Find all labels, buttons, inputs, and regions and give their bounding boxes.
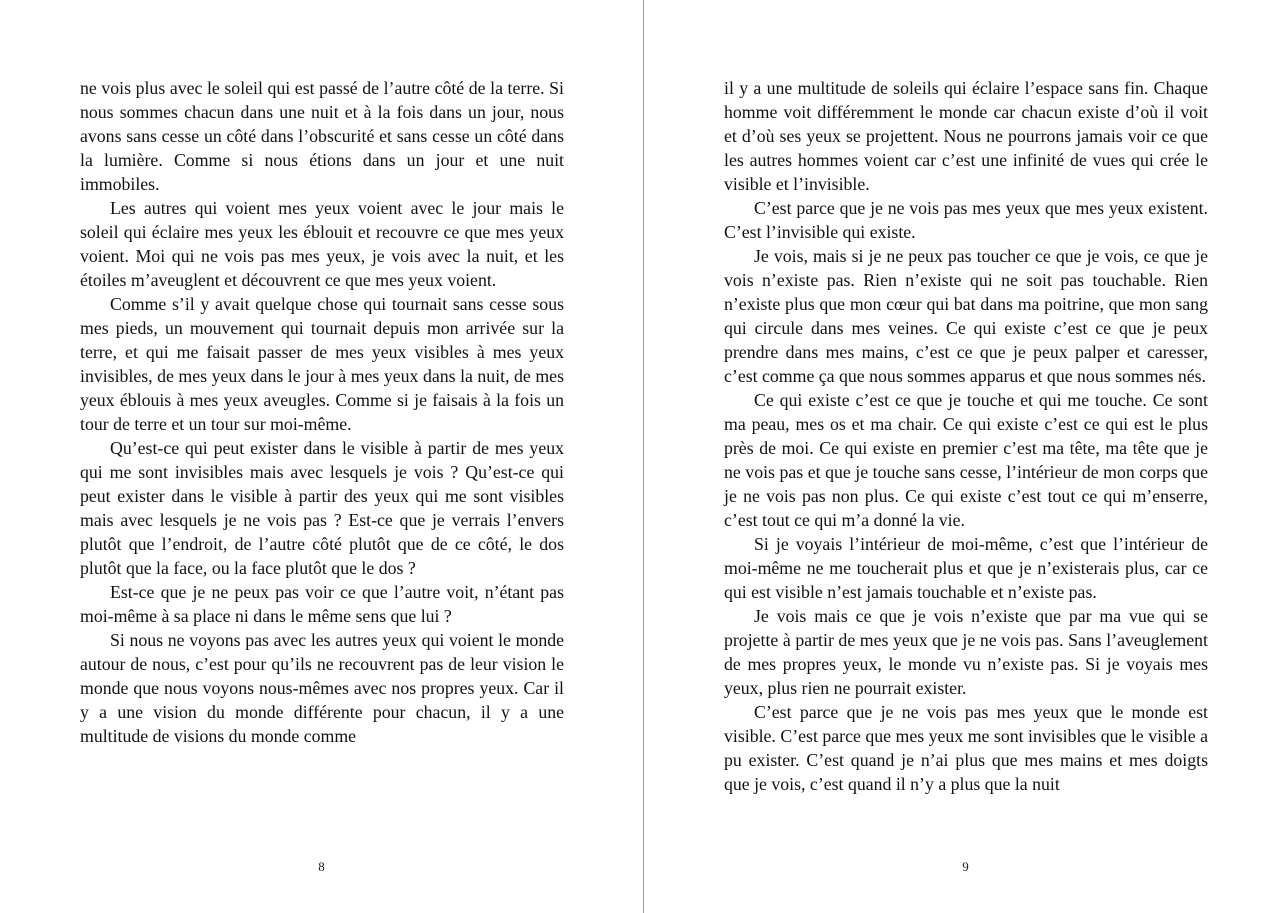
page-number: 8 <box>318 859 325 874</box>
paragraph: Je vois, mais si je ne peux pas toucher ce que je vois, ce que je vois n’existe pas. Rien n’existe qui ne soit pas touchable. Rien n’existe plus que mon cœur qui bat dans ma poitrine, que mon sang qui circule dans mes veines. Ce qui existe c’est ce que je peux prendre dans mes mains, c’est ce que je peux palper et caresser, c’est comme ça que nous sommes apparus et que nous sommes nés. <box>724 246 1208 386</box>
left-page <box>0 0 643 913</box>
right-page <box>644 0 1287 913</box>
left-page-text <box>80 76 564 748</box>
paragraph: Je vois mais ce que je vois n’existe que par ma vue qui se projette à partir de mes yeux que je ne vois pas. Sans l’aveuglement de mes propres yeux, le monde vu n’existe pas. Si je voyais mes yeux, plus rien ne pourrait exister. <box>724 606 1208 698</box>
paragraph: il y a une multitude de soleils qui éclaire l’espace sans fin. Chaque homme voit différemment le monde car chacun existe d’où il voit et d’où ses yeux se projettent. Nous ne pourrons jamais voir ce que les autres hommes voient car c’est une infinité de vues qui crée le visible et l’invisible. <box>724 78 1208 194</box>
paragraph: Qu’est-ce qui peut exister dans le visible à partir de mes yeux qui me sont invisibles mais avec lesquels je vois ? Qu’est-ce qui peut exister dans le visible à partir des yeux qui me sont visibles mais avec lesquels je ne vois pas ? Est-ce que je verrais l’envers plutôt que l’endroit, de l’autre côté plutôt que de ce côté, le dos plutôt que la face, ou la face plutôt que le dos ? <box>80 438 564 578</box>
paragraph: Les autres qui voient mes yeux voient avec le jour mais le soleil qui éclaire mes yeux les éblouit et recouvre ce que mes yeux voient. Moi qui ne vois pas mes yeux, je vois avec la nuit, et les étoiles m’aveuglent et découvrent ce que mes yeux voient. <box>80 198 564 290</box>
right-page-text <box>724 76 1208 796</box>
paragraph: Est-ce que je ne peux pas voir ce que l’autre voit, n’étant pas moi-même à sa place ni dans le même sens que lui ? <box>80 582 564 626</box>
paragraph: Si je voyais l’intérieur de moi-même, c’est que l’intérieur de moi-même ne me toucherait plus et que je n’existerais plus, car ce qui est visible n’est jamais touchable et n’existe pas. <box>724 534 1208 602</box>
paragraph: ne vois plus avec le soleil qui est passé de l’autre côté de la terre. Si nous sommes chacun dans une nuit et à la fois dans un jour, nous avons sans cesse un côté dans l’obscurité et sans cesse un côté dans la lumière. Comme si nous étions dans un jour et une nuit immobiles. <box>80 78 564 194</box>
paragraph: Ce qui existe c’est ce que je touche et qui me touche. Ce sont ma peau, mes os et ma chair. Ce qui existe c’est ce qui est le plus près de moi. Ce qui existe en premier c’est ma tête, ma tête que je ne vois pas et que je touche sans cesse, l’intérieur de mon corps que je ne vois pas non plus. Ce qui existe c’est tout ce qui m’enserre, c’est tout ce qui m’a donné la vie. <box>724 390 1208 530</box>
page-number: 9 <box>962 859 969 874</box>
paragraph: C’est parce que je ne vois pas mes yeux que mes yeux existent. C’est l’invisible qui existe. <box>724 198 1208 242</box>
paragraph: C’est parce que je ne vois pas mes yeux que le monde est visible. C’est parce que mes yeux me sont invisibles que le visible a pu exister. C’est quand je n’ai plus que mes mains et mes doigts que je vois, c’est quand il n’y a plus que la nuit <box>724 702 1208 794</box>
paragraph: Si nous ne voyons pas avec les autres yeux qui voient le monde autour de nous, c’est pour qu’ils ne recouvrent pas de leur vision le monde que nous voyons nous-mêmes avec nos propres yeux. Car il y a une vision du monde différente pour chacun, il y a une multitude de visions du monde comme <box>80 630 564 746</box>
paragraph: Comme s’il y avait quelque chose qui tournait sans cesse sous mes pieds, un mouvement qui tournait depuis mon arrivée sur la terre, et qui me faisait passer de mes yeux visibles à mes yeux invisibles, de mes yeux dans le jour à mes yeux dans la nuit, de mes yeux éblouis à mes yeux aveugles. Comme si je faisais à la fois un tour de terre et un tour sur moi-même. <box>80 294 564 434</box>
